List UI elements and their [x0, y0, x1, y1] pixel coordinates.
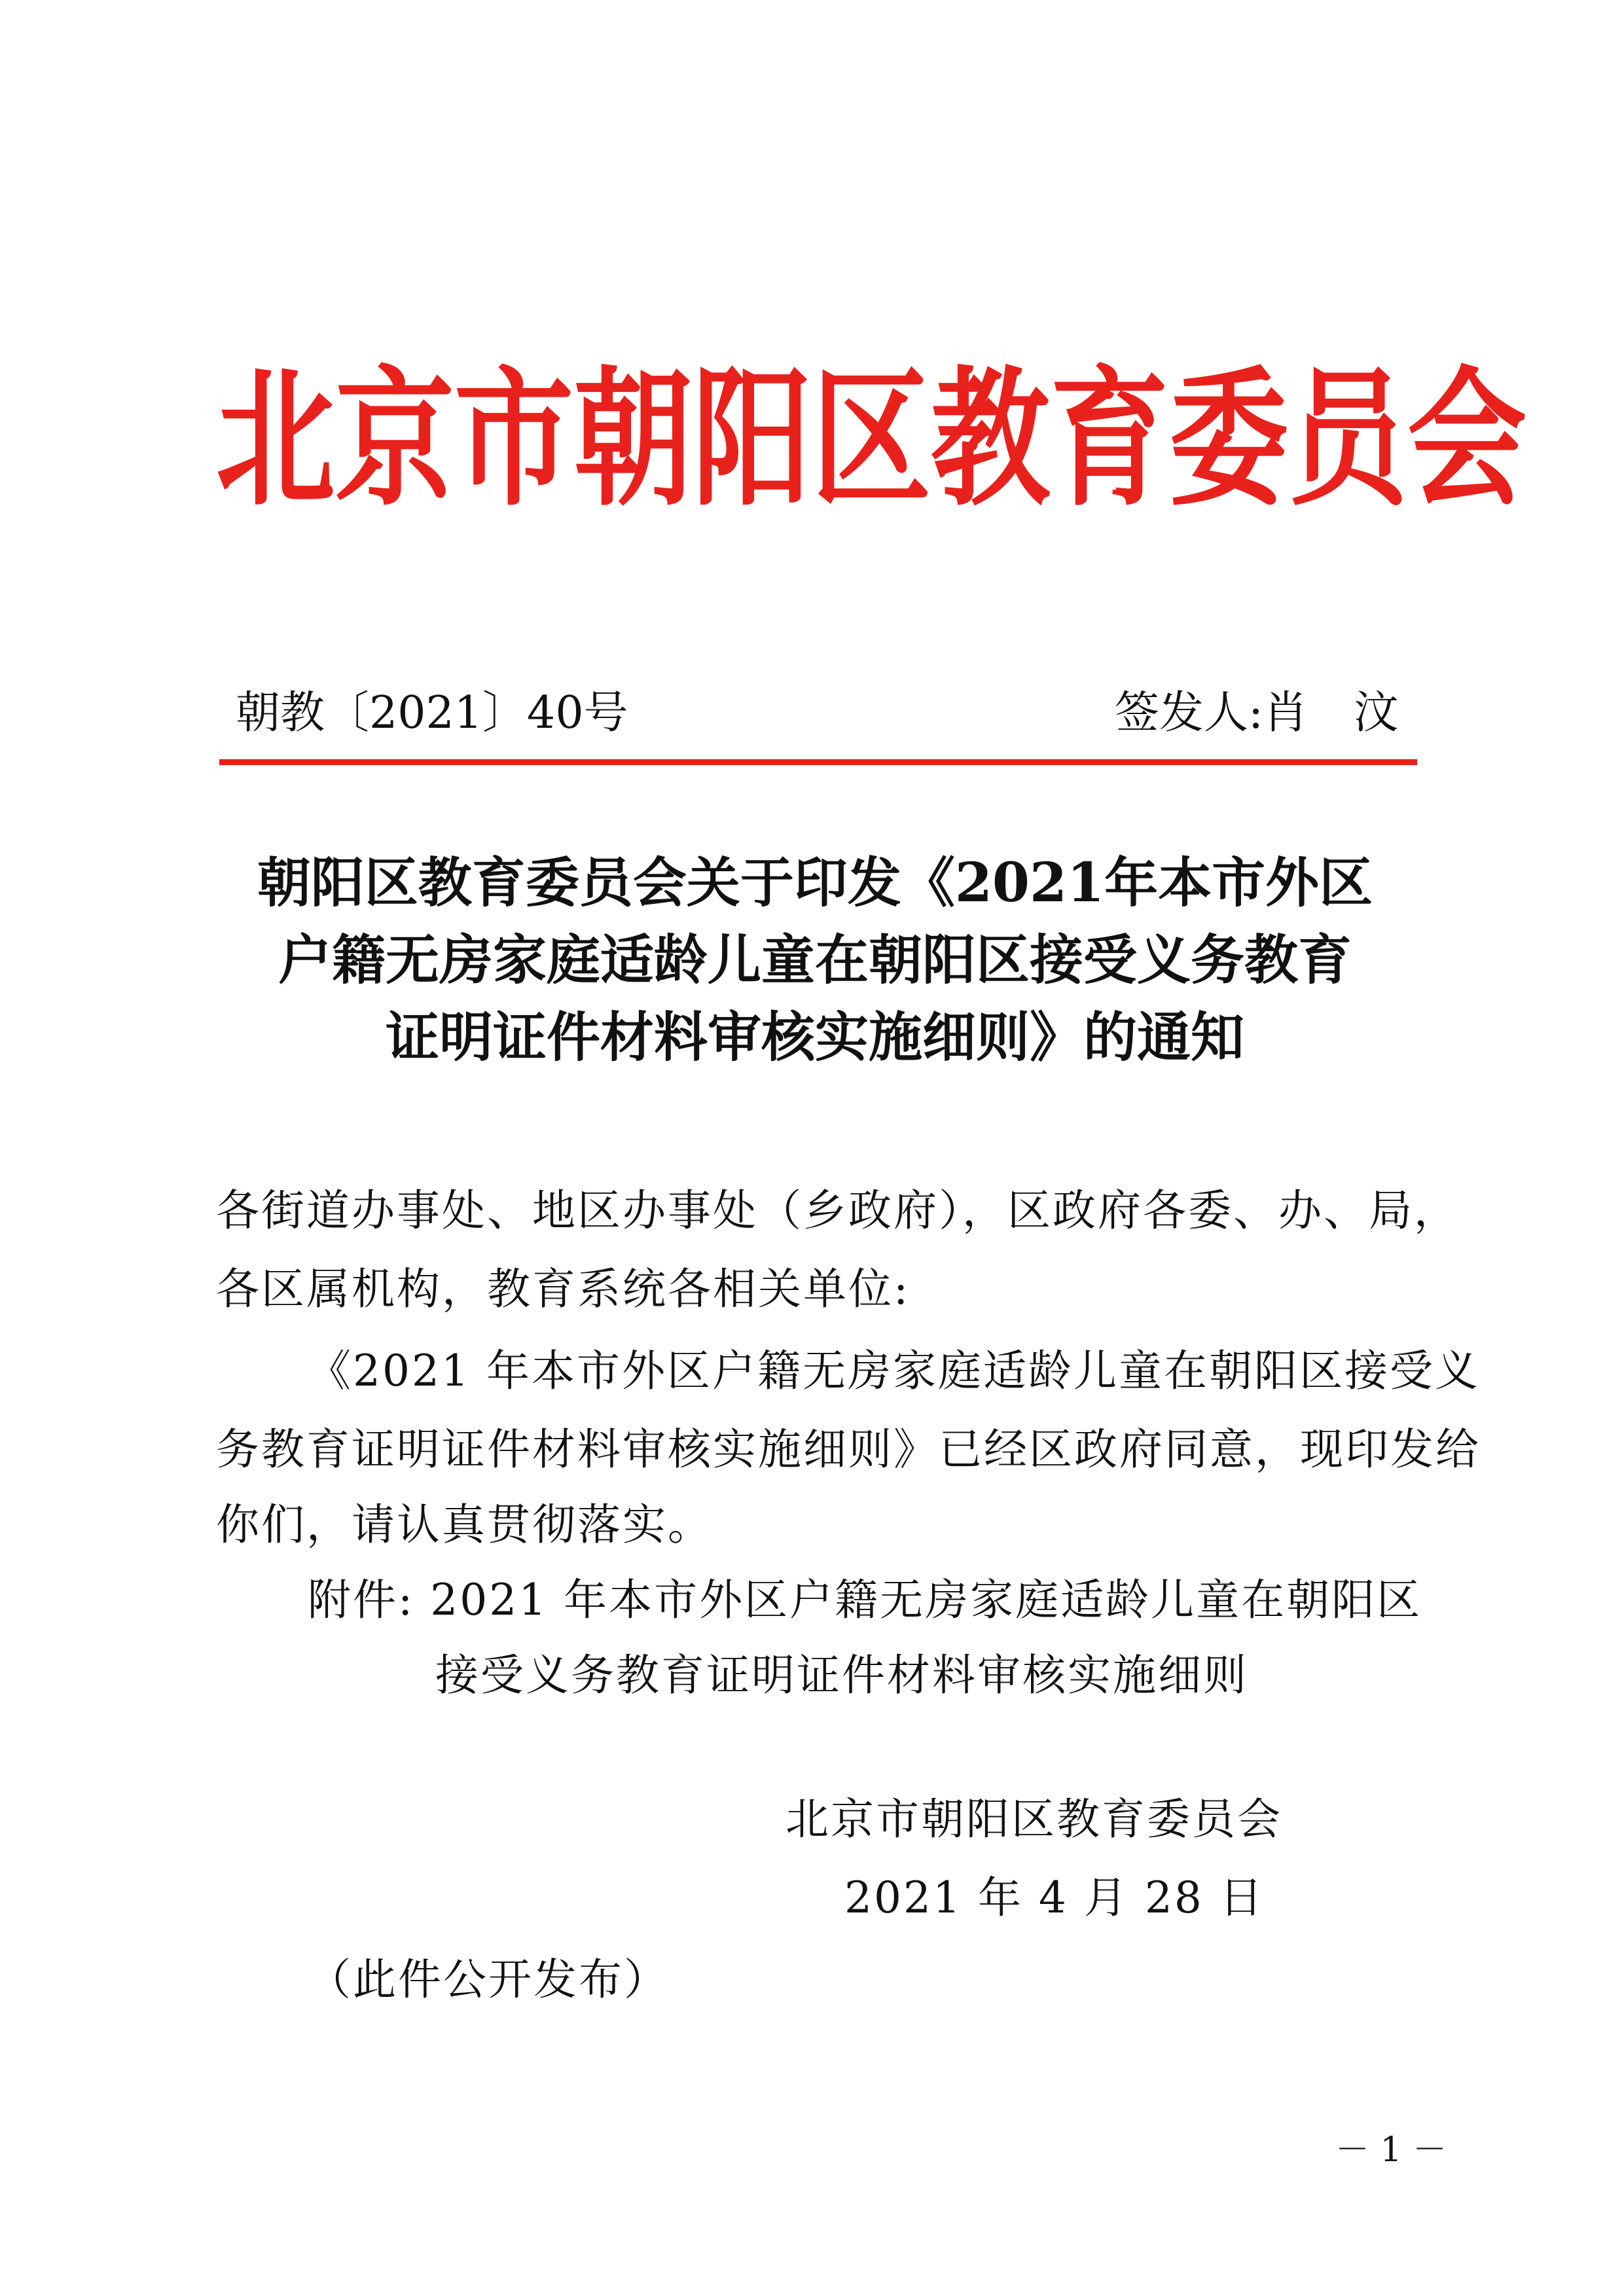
issuer-name-first: 肖 — [1263, 687, 1308, 739]
masthead-char: 育 — [1050, 351, 1169, 526]
title-line: 户籍无房家庭适龄儿童在朝阳区接受义务教育 — [278, 929, 1352, 992]
signature-date: 2021 年 4 月 28 日 — [844, 1873, 1265, 1923]
red-divider — [219, 759, 1417, 765]
document-title — [196, 844, 1434, 1076]
masthead-char: 市 — [454, 351, 573, 526]
masthead-char: 朝 — [573, 351, 693, 526]
masthead-char: 委 — [1169, 351, 1288, 526]
body-paragraph-line: 《2021 年本市外区户籍无房家庭适龄儿童在朝阳区接受义 — [308, 1346, 1480, 1396]
masthead-char: 员 — [1288, 351, 1407, 526]
document-number: 朝教〔2021〕40号 — [236, 687, 628, 739]
issuer-label: 签发人: — [1115, 687, 1263, 739]
masthead-char: 京 — [335, 351, 454, 526]
title-line: 证明证件材料审核实施细则》的通知 — [385, 1006, 1244, 1069]
title-line: 朝阳区教育委员会关于印发《2021年本市外区 — [257, 852, 1373, 914]
masthead — [216, 351, 1526, 526]
addressee-line: 各街道办事处、地区办事处（乡政府），区政府各委、办、局， — [216, 1185, 1459, 1236]
body-paragraph-line: 你们，请认真贯彻落实。 — [216, 1499, 713, 1550]
issuer — [1115, 684, 1398, 743]
masthead-char: 北 — [216, 351, 335, 526]
public-release-note: （此件公开发布） — [308, 1954, 669, 2005]
signature-organization: 北京市朝阳区教育委员会 — [785, 1794, 1282, 1844]
masthead-char: 会 — [1407, 351, 1526, 526]
addressee-line: 各区属机构，教育系统各相关单位: — [216, 1264, 911, 1314]
masthead-char: 阳 — [693, 351, 812, 526]
body-paragraph-line: 务教育证明证件材料审核实施细则》已经区政府同意，现印发给 — [216, 1424, 1481, 1475]
masthead-char: 区 — [812, 351, 931, 526]
issuer-name-second: 汶 — [1353, 687, 1398, 739]
attachment-line: 附件: 2021 年本市外区户籍无房家庭适龄儿童在朝阳区 — [308, 1575, 1422, 1625]
attachment-line: 接受义务教育证明证件材料审核实施细则 — [435, 1650, 1248, 1700]
masthead-char: 教 — [931, 351, 1050, 526]
page-number: － 1 － — [1335, 2130, 1447, 2170]
